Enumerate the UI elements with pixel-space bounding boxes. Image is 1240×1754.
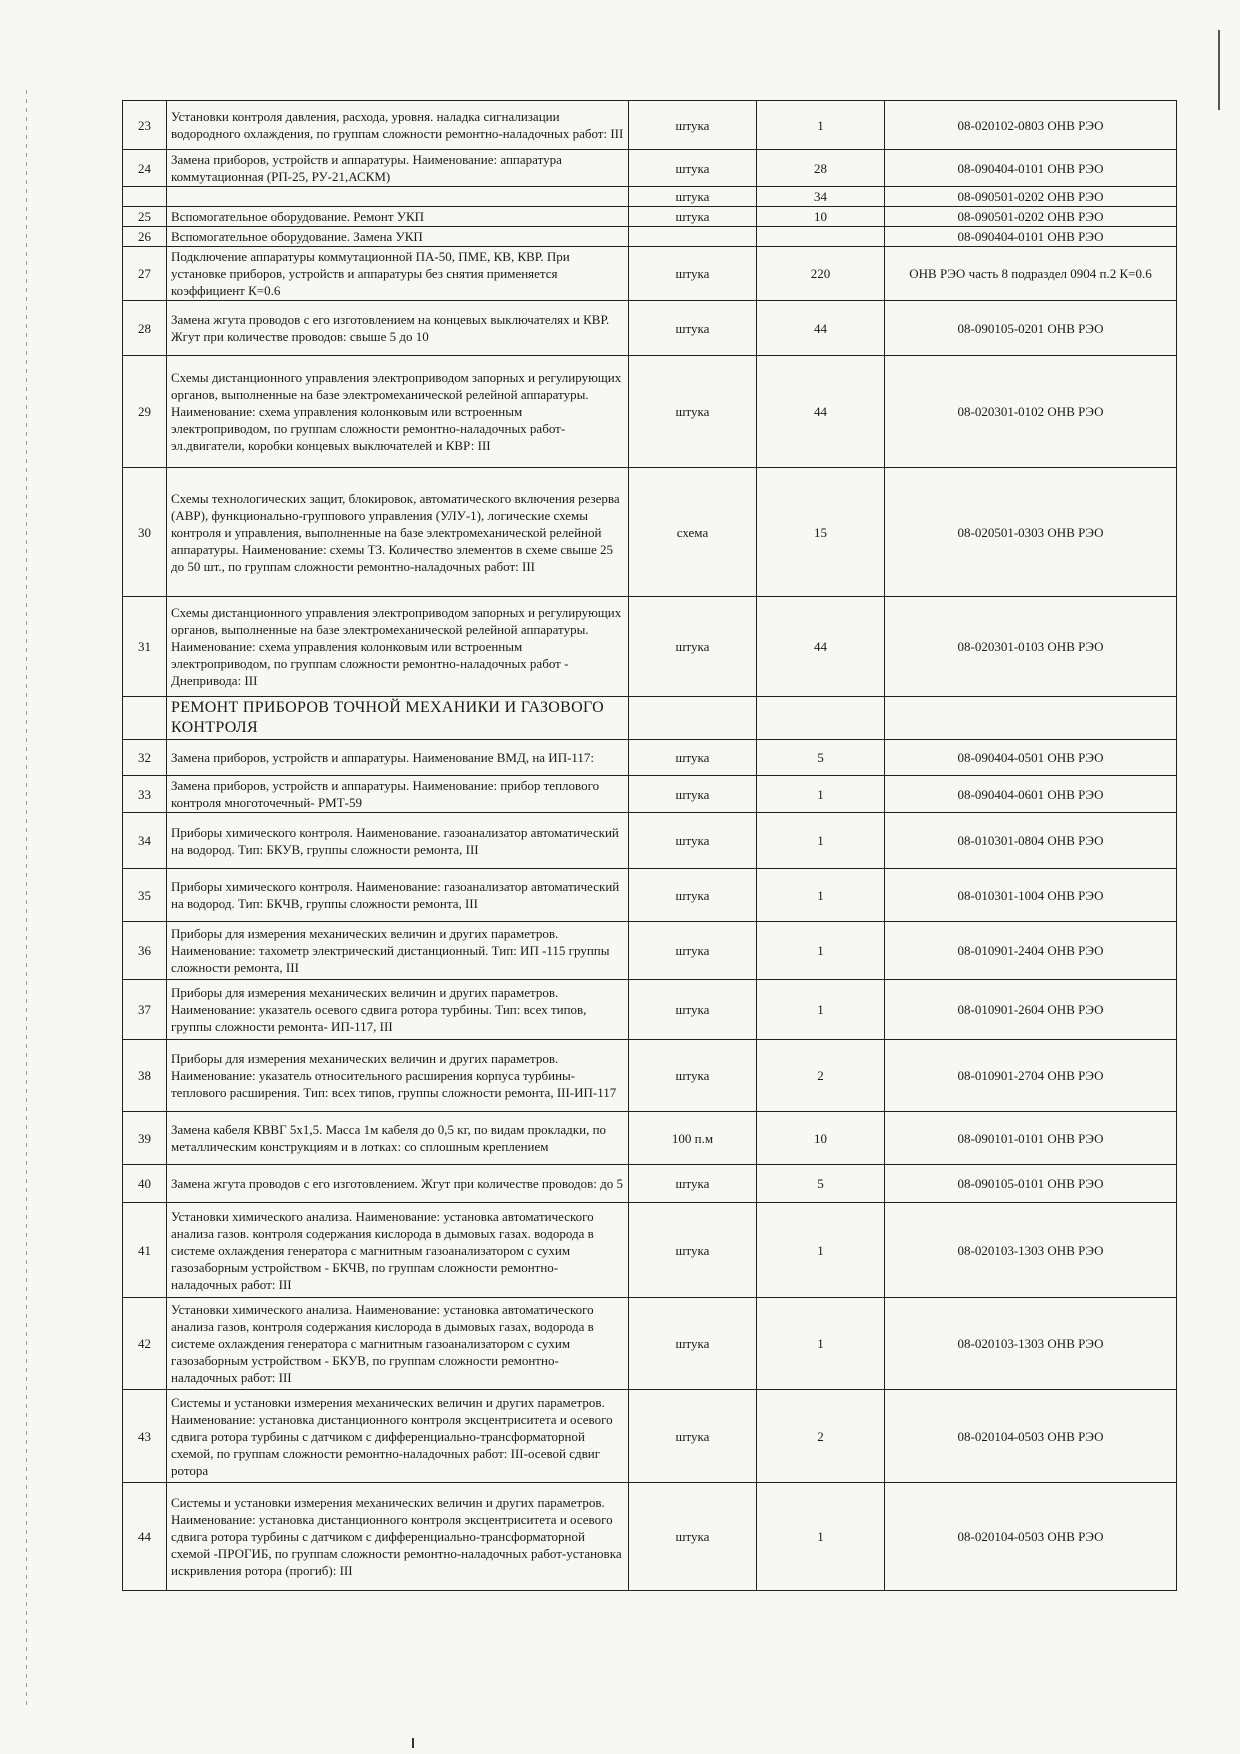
page-mark	[412, 1738, 414, 1748]
row-quantity	[757, 697, 885, 740]
row-quantity: 1	[757, 1203, 885, 1298]
row-number: 41	[123, 1203, 167, 1298]
row-norm-code: 08-090501-0202 ОНВ РЭО	[885, 187, 1177, 207]
table-row	[123, 227, 1177, 247]
table-row	[123, 301, 1177, 356]
row-norm-code: 08-020104-0503 ОНВ РЭО	[885, 1483, 1177, 1591]
row-norm-code: 08-020301-0103 ОНВ РЭО	[885, 597, 1177, 697]
row-number: 34	[123, 813, 167, 869]
row-unit: штука	[629, 1165, 757, 1203]
row-number: 29	[123, 356, 167, 468]
row-norm-code: 08-020301-0102 ОНВ РЭО	[885, 356, 1177, 468]
table-row	[123, 869, 1177, 922]
row-number: 33	[123, 776, 167, 813]
table-row	[123, 1203, 1177, 1298]
row-number: 25	[123, 207, 167, 227]
row-description: Схемы технологических защит, блокировок, автоматического включения резерва (АВР), функционально-группового управления (УЛУ-1), логические схемы контроля и управления, выполненные на базе электромеханической релейной аппаратуры. Наименование: схемы ТЗ. Количество элементов в схеме свыше 25 до 50 шт., по группам сложности ремонтно-наладочных работ: III	[167, 468, 629, 597]
row-quantity: 1	[757, 813, 885, 869]
row-unit: штука	[629, 740, 757, 776]
table-row	[123, 813, 1177, 869]
row-description: Приборы химического контроля. Наименование: газоанализатор автоматический на водород. Тип: БКЧВ, группы сложности ремонта, III	[167, 869, 629, 922]
row-unit: штука	[629, 1040, 757, 1112]
row-unit: штука	[629, 356, 757, 468]
row-quantity: 2	[757, 1390, 885, 1483]
row-quantity: 2	[757, 1040, 885, 1112]
row-quantity: 34	[757, 187, 885, 207]
row-unit: штука	[629, 187, 757, 207]
row-quantity: 44	[757, 301, 885, 356]
row-number: 35	[123, 869, 167, 922]
table-row	[123, 776, 1177, 813]
row-description: Замена жгута проводов с его изготовлением. Жгут при количестве проводов: до 5	[167, 1165, 629, 1203]
row-quantity: 1	[757, 980, 885, 1040]
table-row	[123, 468, 1177, 597]
row-quantity: 5	[757, 740, 885, 776]
row-number: 36	[123, 922, 167, 980]
works-table	[122, 100, 1177, 1591]
scan-edge-mark	[1218, 30, 1220, 110]
row-norm-code: 08-010301-1004 ОНВ РЭО	[885, 869, 1177, 922]
row-number: 37	[123, 980, 167, 1040]
row-quantity: 1	[757, 1298, 885, 1390]
works-table-body	[123, 101, 1177, 1591]
section-header-row	[123, 697, 1177, 740]
row-description: Замена приборов, устройств и аппаратуры. Наименование: аппаратура коммутационная (РП-25, РУ-21,АСКМ)	[167, 150, 629, 187]
row-number: 26	[123, 227, 167, 247]
row-description: Установки химического анализа. Наименование: установка автоматического анализа газов. контроля содержания кислорода в дымовых газах. водорода в системе охлаждения генератора с магнитным газоанализатором с сухим газозаборным устройством - БКЧВ, по группам сложности ремонтно-наладочных работ: III	[167, 1203, 629, 1298]
table-row	[123, 1298, 1177, 1390]
row-norm-code: 08-090404-0601 ОНВ РЭО	[885, 776, 1177, 813]
table-row	[123, 247, 1177, 301]
table-row	[123, 740, 1177, 776]
row-description: Установки контроля давления, расхода, уровня. наладка сигнализации водородного охлаждения, по группам сложности ремонтно-наладочных работ: III	[167, 101, 629, 150]
row-norm-code: 08-010901-2704 ОНВ РЭО	[885, 1040, 1177, 1112]
row-norm-code: 08-090105-0101 ОНВ РЭО	[885, 1165, 1177, 1203]
row-description: Вспомогательное оборудование. Ремонт УКП	[167, 207, 629, 227]
row-unit: штука	[629, 869, 757, 922]
table-row	[123, 597, 1177, 697]
row-description: Приборы для измерения механических величин и других параметров. Наименование: указатель осевого сдвига ротора турбины. Тип: всех типов, группы сложности ремонта- ИП-117, III	[167, 980, 629, 1040]
table-row	[123, 1112, 1177, 1165]
row-norm-code: 08-010301-0804 ОНВ РЭО	[885, 813, 1177, 869]
row-norm-code: 08-090101-0101 ОНВ РЭО	[885, 1112, 1177, 1165]
row-quantity: 28	[757, 150, 885, 187]
table-row	[123, 187, 1177, 207]
row-quantity: 44	[757, 597, 885, 697]
row-number: 40	[123, 1165, 167, 1203]
row-description: РЕМОНТ ПРИБОРОВ ТОЧНОЙ МЕХАНИКИ И ГАЗОВОГО КОНТРОЛЯ	[167, 697, 629, 740]
row-number: 23	[123, 101, 167, 150]
table-row	[123, 101, 1177, 150]
row-number: 31	[123, 597, 167, 697]
row-unit: 100 п.м	[629, 1112, 757, 1165]
row-unit	[629, 227, 757, 247]
row-quantity: 10	[757, 1112, 885, 1165]
row-norm-code: 08-090404-0501 ОНВ РЭО	[885, 740, 1177, 776]
row-unit: штука	[629, 1390, 757, 1483]
row-number: 44	[123, 1483, 167, 1591]
row-quantity: 1	[757, 869, 885, 922]
row-norm-code: 08-090404-0101 ОНВ РЭО	[885, 227, 1177, 247]
row-quantity: 1	[757, 101, 885, 150]
table-row	[123, 1040, 1177, 1112]
row-description: Приборы химического контроля. Наименование. газоанализатор автоматический на водород. Тип: БКУВ, группы сложности ремонта, III	[167, 813, 629, 869]
row-norm-code: 08-090501-0202 ОНВ РЭО	[885, 207, 1177, 227]
row-quantity: 1	[757, 776, 885, 813]
row-unit: штука	[629, 813, 757, 869]
row-number	[123, 697, 167, 740]
row-number: 42	[123, 1298, 167, 1390]
row-description: Приборы для измерения механических величин и других параметров. Наименование: указатель относительного расширения корпуса турбины-теплового расширения. Тип: всех типов, группы сложности ремонта, III-ИП-117	[167, 1040, 629, 1112]
row-unit: штука	[629, 776, 757, 813]
row-quantity: 1	[757, 1483, 885, 1591]
row-description: Приборы для измерения механических величин и других параметров. Наименование: тахометр электрический дистанционный. Тип: ИП -115 группы сложности ремонта, III	[167, 922, 629, 980]
row-description: Вспомогательное оборудование. Замена УКП	[167, 227, 629, 247]
row-norm-code: 08-020501-0303 ОНВ РЭО	[885, 468, 1177, 597]
row-number: 27	[123, 247, 167, 301]
row-unit: штука	[629, 247, 757, 301]
row-norm-code: 08-010901-2404 ОНВ РЭО	[885, 922, 1177, 980]
row-unit: штука	[629, 207, 757, 227]
table-row	[123, 980, 1177, 1040]
row-unit: штука	[629, 301, 757, 356]
table-row	[123, 922, 1177, 980]
row-description: Замена кабеля КВВГ 5х1,5. Масса 1м кабеля до 0,5 кг, по видам прокладки, по металлическим конструкциям и в лотках: со сплошным креплением	[167, 1112, 629, 1165]
row-number	[123, 187, 167, 207]
row-unit: штука	[629, 101, 757, 150]
table-row	[123, 207, 1177, 227]
scan-edge-mark	[26, 90, 27, 1710]
row-description: Замена жгута проводов с его изготовлением на концевых выключателях и КВР. Жгут при количестве проводов: свыше 5 до 10	[167, 301, 629, 356]
row-quantity: 15	[757, 468, 885, 597]
row-norm-code: 08-090404-0101 ОНВ РЭО	[885, 150, 1177, 187]
row-norm-code: 08-090105-0201 ОНВ РЭО	[885, 301, 1177, 356]
row-unit: штука	[629, 922, 757, 980]
row-quantity: 1	[757, 922, 885, 980]
row-description: Замена приборов, устройств и аппаратуры. Наименование ВМД, на ИП-117:	[167, 740, 629, 776]
table-row	[123, 356, 1177, 468]
table-row	[123, 1483, 1177, 1591]
row-number: 38	[123, 1040, 167, 1112]
row-number: 24	[123, 150, 167, 187]
row-description: Замена приборов, устройств и аппаратуры. Наименование: прибор теплового контроля многоточечный- РМТ-59	[167, 776, 629, 813]
row-quantity: 5	[757, 1165, 885, 1203]
row-unit	[629, 697, 757, 740]
table-row	[123, 1390, 1177, 1483]
row-description: Системы и установки измерения механических величин и других параметров. Наименование: установка дистанционного контроля эксцентриситета и осевого сдвига ротора турбины с датчиком с дифференциально-трансформаторной схемой -ПРОГИБ, по группам сложности ремонтно-наладочных работ-установка искривления ротора (прогиб): III	[167, 1483, 629, 1591]
row-unit: схема	[629, 468, 757, 597]
row-number: 39	[123, 1112, 167, 1165]
row-number: 30	[123, 468, 167, 597]
row-unit: штука	[629, 980, 757, 1040]
row-description: Подключение аппаратуры коммутационной ПА-50, ПМЕ, КВ, КВР. При установке приборов, устройств и аппаратуры без снятия применяется коэффициент К=0.6	[167, 247, 629, 301]
row-description: Схемы дистанционного управления электроприводом запорных и регулирующих органов, выполненные на базе электромеханической релейной аппаратуры. Наименование: схема управления колонковым или встроенным электроприводом, по группам сложности ремонтно-наладочных работ - Днепривода: III	[167, 597, 629, 697]
row-unit: штука	[629, 150, 757, 187]
row-norm-code: 08-020104-0503 ОНВ РЭО	[885, 1390, 1177, 1483]
row-number: 32	[123, 740, 167, 776]
row-norm-code: 08-010901-2604 ОНВ РЭО	[885, 980, 1177, 1040]
row-unit: штука	[629, 1298, 757, 1390]
row-norm-code: 08-020102-0803 ОНВ РЭО	[885, 101, 1177, 150]
row-description: Системы и установки измерения механических величин и других параметров. Наименование: установка дистанционного контроля эксцентриситета и осевого сдвига ротора турбины с датчиком с дифференциально-трансформаторной схемой, по группам сложности ремонтно-наладочных работ: III-осевой сдвиг ротора	[167, 1390, 629, 1483]
row-unit: штука	[629, 1483, 757, 1591]
row-norm-code: 08-020103-1303 ОНВ РЭО	[885, 1298, 1177, 1390]
table-row	[123, 1165, 1177, 1203]
row-quantity	[757, 227, 885, 247]
row-number: 43	[123, 1390, 167, 1483]
row-unit: штука	[629, 597, 757, 697]
row-unit: штука	[629, 1203, 757, 1298]
row-description	[167, 187, 629, 207]
table-row	[123, 150, 1177, 187]
row-description: Схемы дистанционного управления электроприводом запорных и регулирующих органов, выполненные на базе электромеханической релейной аппаратуры. Наименование: схема управления колонковым или встроенным электроприводом, по группам сложности ремонтно-наладочных работ- эл.двигатели, коробки концевых выключателей и КВР: III	[167, 356, 629, 468]
row-quantity: 44	[757, 356, 885, 468]
row-description: Установки химического анализа. Наименование: установка автоматического анализа газов, контроля содержания кислорода в дымовых газах, водорода в системе охлаждения генератора с магнитным газоанализатором с сухим газозаборным устройством - БКУВ, по группам сложности ремонтно-наладочных работ: III	[167, 1298, 629, 1390]
row-norm-code	[885, 697, 1177, 740]
row-quantity: 10	[757, 207, 885, 227]
row-quantity: 220	[757, 247, 885, 301]
row-norm-code: 08-020103-1303 ОНВ РЭО	[885, 1203, 1177, 1298]
row-number: 28	[123, 301, 167, 356]
row-norm-code: ОНВ РЭО часть 8 подраздел 0904 п.2 К=0.6	[885, 247, 1177, 301]
